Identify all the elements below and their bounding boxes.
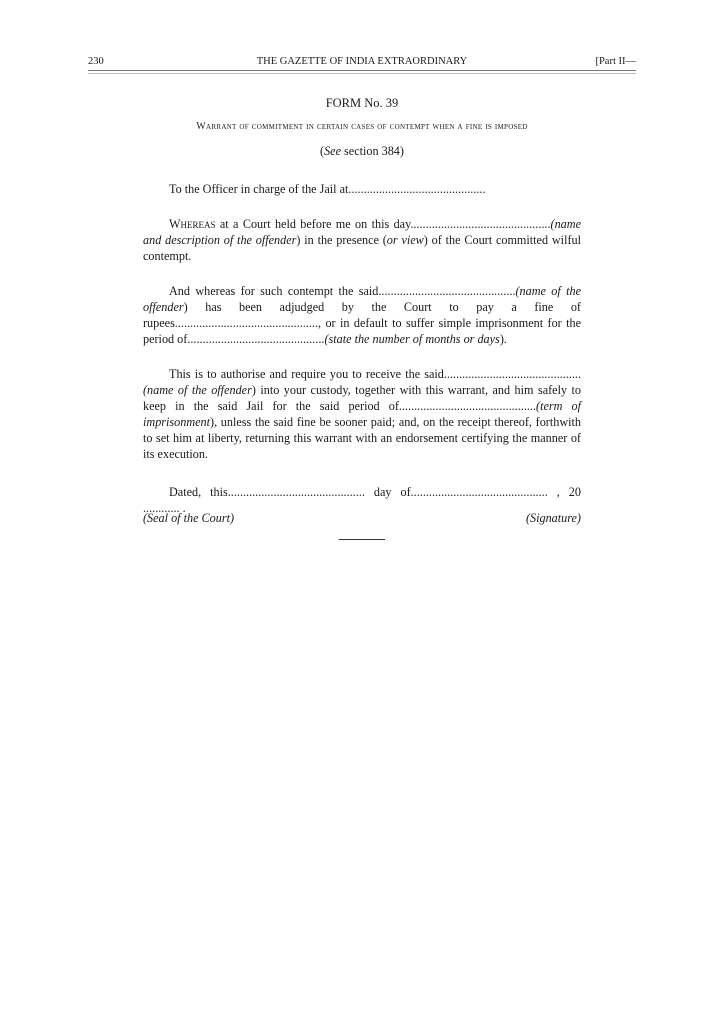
p2-text-1: And whereas for such contempt the said............................................. (169, 284, 516, 298)
p3-italic-2: (term of imprisonment (143, 399, 581, 429)
header-rule (88, 70, 636, 71)
see-section: section 384 (341, 144, 400, 158)
form-subtitle: Warrant of commitment in certain cases of contempt when a fine is imposed (196, 121, 528, 132)
page-number: 230 (88, 56, 104, 67)
page-header (88, 56, 636, 70)
section-reference: (See section 384) (320, 144, 404, 158)
p3-text-2: ) into your custody, together with this warrant, and him safely to keep in the said Jail for the said period of............................................. (143, 383, 581, 413)
p3-text-3: ), unless the said fine be sooner paid; and, on the receipt thereof, forthwith to set him at liberty, returning this warrant with an endorsement certifying the manner of its execution. (143, 415, 581, 461)
form-body (143, 95, 581, 516)
p1-text-1: at a Court held before me on this day.............................................. (215, 217, 551, 231)
seal-label: (Seal of the Court) (143, 511, 235, 525)
gazette-title: THE GAZETTE OF INDIA EXTRAORDINARY (256, 56, 468, 67)
p1-text-3: ) of the Court committed wilful contempt. (143, 233, 581, 263)
p1-text-2: ) in the presence ( (296, 233, 387, 247)
header-rule-secondary (88, 73, 636, 74)
p2-italic-2: (state the number of months or days (324, 332, 500, 346)
p3-text-1: This is to authorise and require you to receive the said............................................. (169, 367, 581, 381)
paragraph-and-whereas (143, 283, 581, 347)
whereas-lead: Whereas (169, 217, 216, 231)
p3-italic-1: (name of the offender (143, 383, 252, 397)
paragraph-whereas (143, 216, 581, 264)
p2-text-3: ). (499, 332, 507, 346)
p1-italic-2: or view (386, 233, 424, 247)
signature-label: (Signature) (525, 511, 581, 525)
paragraph-authorise (143, 366, 581, 462)
p2-text-2: ) has been adjudged by the Court to pay a fine of rupees..............................................., or in default to suffer simple imprisonment for the period of............................................. (143, 300, 581, 346)
part-label: [Part II— (595, 56, 636, 67)
dated-line: Dated, this............................................. day of............................................. , 20 ............ . (143, 485, 581, 515)
see-prefix: See (324, 144, 341, 158)
p1-italic-1: (name and description of the offender (143, 217, 581, 247)
end-rule (339, 539, 385, 540)
addressee-line: To the Officer in charge of the Jail at............................................. (169, 182, 486, 196)
p2-italic-1: (name of the offender (143, 284, 582, 314)
form-number: FORM No. 39 (325, 96, 399, 110)
